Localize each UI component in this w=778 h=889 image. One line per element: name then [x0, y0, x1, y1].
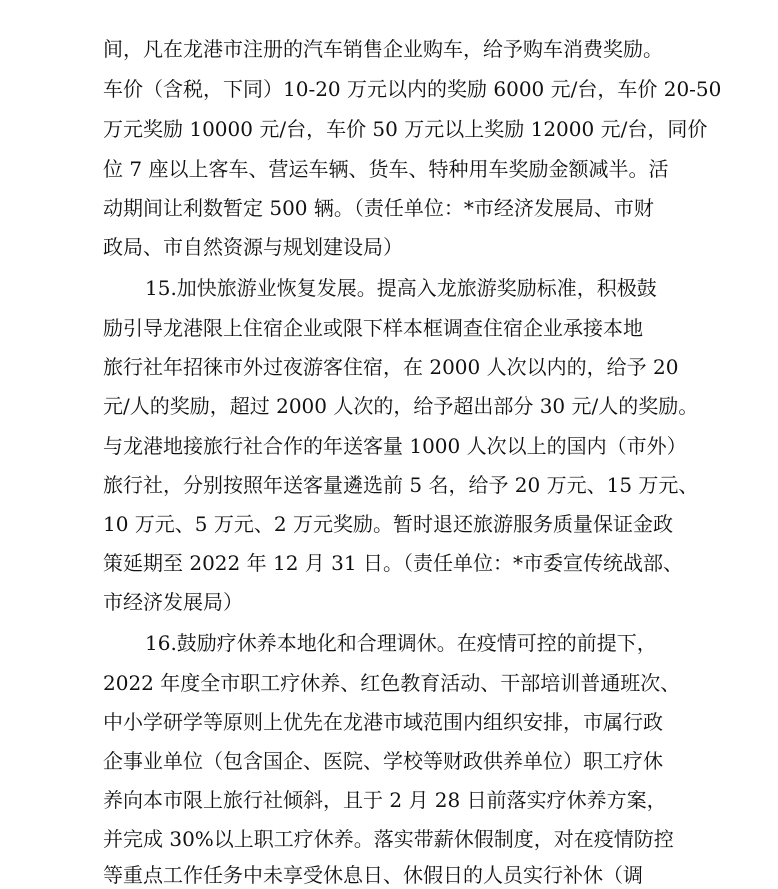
text-line: 2022 年度全市职工疗休养、红色教育活动、干部培训普通班次、 [103, 671, 681, 695]
text-line: 励引导龙港限上住宿企业或限下样本框调查住宿企业承接本地 [103, 316, 643, 340]
section-heading-line: 15.加快旅游业恢复发展。提高入龙旅游奖励标准，积极鼓 [145, 276, 657, 300]
text-line: 万元奖励 10000 元/台，车价 50 万元以上奖励 12000 元/台，同价 [103, 117, 708, 141]
text-line: 中小学研学等原则上优先在龙港市域范围内组织安排，市属行政 [103, 710, 663, 734]
text-line: 车价（含税，下同）10-20 万元以内的奖励 6000 元/台，车价 20-50 [103, 77, 722, 101]
text-line: 并完成 30%以上职工疗休养。落实带薪休假制度，对在疫情防控 [103, 827, 674, 851]
text-line: 旅行社，分别按照年送客量遴选前 5 名，给予 20 万元、15 万元、 [103, 473, 699, 497]
text-line: 企事业单位（包含国企、医院、学校等财政供养单位）职工疗休 [103, 749, 663, 773]
text-line: 策延期至 2022 年 12 月 31 日。（责任单位：*市委宣传统战部、 [103, 551, 683, 575]
text-line: 旅行社年招徕市外过夜游客住宿，在 2000 人次以内的，给予 20 [103, 355, 679, 379]
text-line: 动期间让利数暂定 500 辆。（责任单位：*市经济发展局、市财 [103, 196, 654, 220]
text-line: 养向本市限上旅行社倾斜，且于 2 月 28 日前落实疗休养方案， [103, 788, 667, 812]
text-line: 与龙港地接旅行社合作的年送客量 1000 人次以上的国内（市外） [103, 434, 687, 458]
text-line: 等重点工作任务中未享受休息日、休假日的人员实行补休（调 [103, 863, 643, 887]
text-line: 位 7 座以上客车、营运车辆、货车、特种用车奖励金额减半。活 [103, 157, 669, 181]
text-line: 市经济发展局） [103, 590, 243, 614]
text-line: 政局、市自然资源与规划建设局） [103, 235, 403, 259]
text-line: 间，凡在龙港市注册的汽车销售企业购车，给予购车消费奖励。 [103, 37, 663, 61]
text-line: 元/人的奖励，超过 2000 人次的，给予超出部分 30 元/人的奖励。 [103, 394, 699, 418]
section-heading-line: 16.鼓励疗休养本地化和合理调休。在疫情可控的前提下， [145, 631, 657, 655]
text-line: 10 万元、5 万元、2 万元奖励。暂时退还旅游服务质量保证金政 [103, 512, 673, 536]
